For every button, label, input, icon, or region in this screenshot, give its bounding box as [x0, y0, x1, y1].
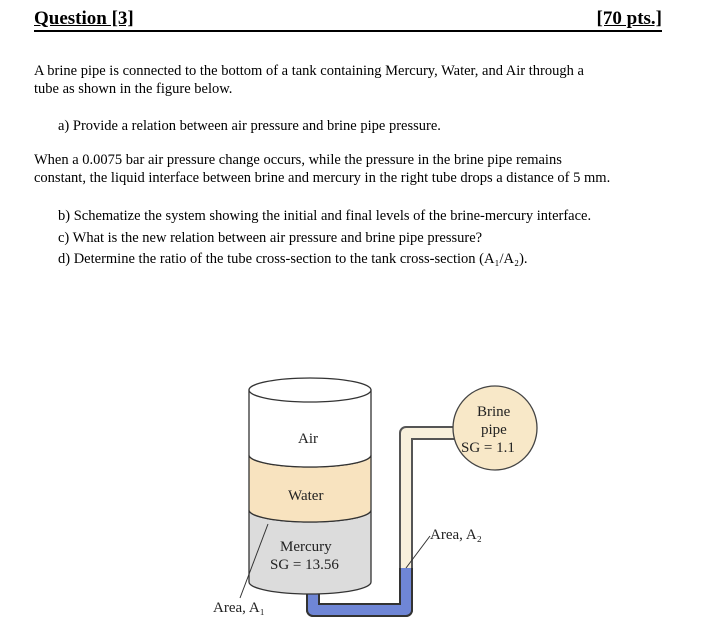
pipe-label: pipe — [481, 422, 507, 438]
scenario-line: constant, the liquid interface between brine and mercury in the right tube drops a distance of 5 mm. — [34, 170, 611, 186]
area2-label: Area, A₂ — [430, 527, 482, 543]
part-c: c) What is the new relation between air pressure and brine pipe pressure? — [58, 229, 483, 246]
part-d: d) Determine the ratio of the tube cross-section to the tank cross-section (A₁/A₂). — [58, 251, 528, 267]
part-a: a) Provide a relation between air pressure and brine pipe pressure. — [58, 118, 441, 134]
brine-label: Brine — [477, 404, 511, 420]
air-label: Air — [298, 431, 318, 447]
mercury-label: Mercury — [280, 539, 332, 555]
brine-sg-label: SG = 1.1 — [461, 440, 515, 456]
mercury-sg-label: SG = 13.56 — [270, 557, 339, 573]
question-points: [70 pts.] — [596, 8, 662, 29]
intro-line: tube as shown in the figure below. — [34, 81, 233, 97]
intro-line: A brine pipe is connected to the bottom of a tank containing Mercury, Water, and Air through a — [34, 63, 584, 79]
part-b: b) Schematize the system showing the initial and final levels of the brine-mercury interface. — [58, 208, 592, 224]
water-label: Water — [288, 488, 324, 504]
area1-label: Area, A₁ — [213, 600, 265, 616]
question-number: Question [3] — [34, 8, 134, 29]
scenario-line: When a 0.0075 bar air pressure change occurs, while the pressure in the brine pipe remains — [34, 152, 562, 168]
